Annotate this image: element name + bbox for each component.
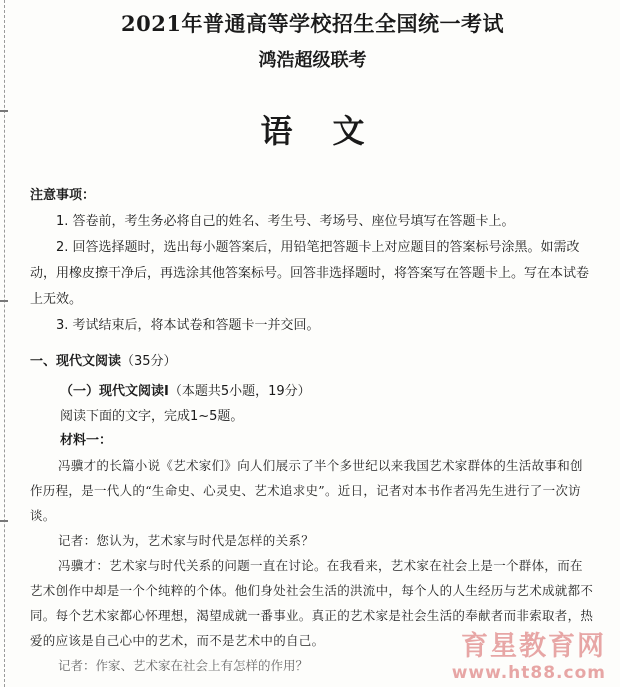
binding-mark: [0, 110, 8, 112]
exam-name: 鸿浩超级联考: [258, 50, 367, 71]
section-score: （35分）: [121, 354, 177, 369]
subsection-label: （一）现代文阅读Ⅰ: [60, 384, 169, 399]
passage-paragraph: 冯骥才：艺术家与时代关系的问题一直在讨论。在我看来，艺术家在社会上是一个群体，而在艺术创作中却是一个个纯粹的个体。他们身处社会生活的洪流中，每个人的人生经历与艺术成就都不同。每个艺术家都心怀理想，渴望成就一番事业。真正的艺术家是社会生活的奉献者而非索取者，热爱的应该是自己心中的艺术，而不是艺术中的自己。: [30, 558, 594, 648]
subject-title: 语文: [260, 112, 405, 150]
binding-mark: [0, 520, 8, 522]
subsection-heading: [30, 379, 595, 405]
section-title: 一、现代文阅读: [30, 354, 122, 369]
exam-title: 2021年普通高等学校招生全国统一考试: [121, 11, 504, 36]
material-label: 材料一：: [60, 433, 113, 448]
watermark-name: 育星教育网: [461, 631, 606, 662]
watermark-url: www.ht88.com: [451, 663, 606, 683]
exam-page: [30, 0, 595, 678]
note-item: 2. 回答选择题时，选出每小题答案后，用铅笔把答题卡上对应题目的答案标号涂黑。如需改动，用橡皮擦干净后，再选涂其他答案标号。回答非选择题时，将答案写在答题卡上。写在本试卷上无效。: [30, 240, 590, 307]
passage-paragraph: 记者：作家、艺术家在社会上有怎样的作用？: [58, 658, 309, 673]
reading-instruction: 阅读下面的文字，完成1~5题。: [60, 409, 244, 424]
note-item: 3. 考试结束后，将本试卷和答题卡一并交回。: [56, 318, 320, 333]
note-item: 1. 答卷前，考生务必将自己的姓名、考生号、考场号、座位号填写在答题卡上。: [56, 214, 515, 229]
section-heading: [30, 349, 595, 375]
subsection-detail: （本题共5小题，19分）: [168, 384, 311, 399]
notes-heading: 注意事项：: [30, 188, 96, 203]
passage-paragraph: 记者：您认为，艺术家与时代是怎样的关系？: [58, 533, 315, 548]
binding-mark: [0, 300, 8, 302]
binding-margin-line: [4, 0, 5, 687]
passage-paragraph: 冯骥才的长篇小说《艺术家们》向人们展示了半个多世纪以来我国艺术家群体的生活故事和创作历程，是一代人的“生命史、心灵史、艺术追求史”。近日，记者对本书作者冯先生进行了一次访谈。: [30, 458, 583, 523]
